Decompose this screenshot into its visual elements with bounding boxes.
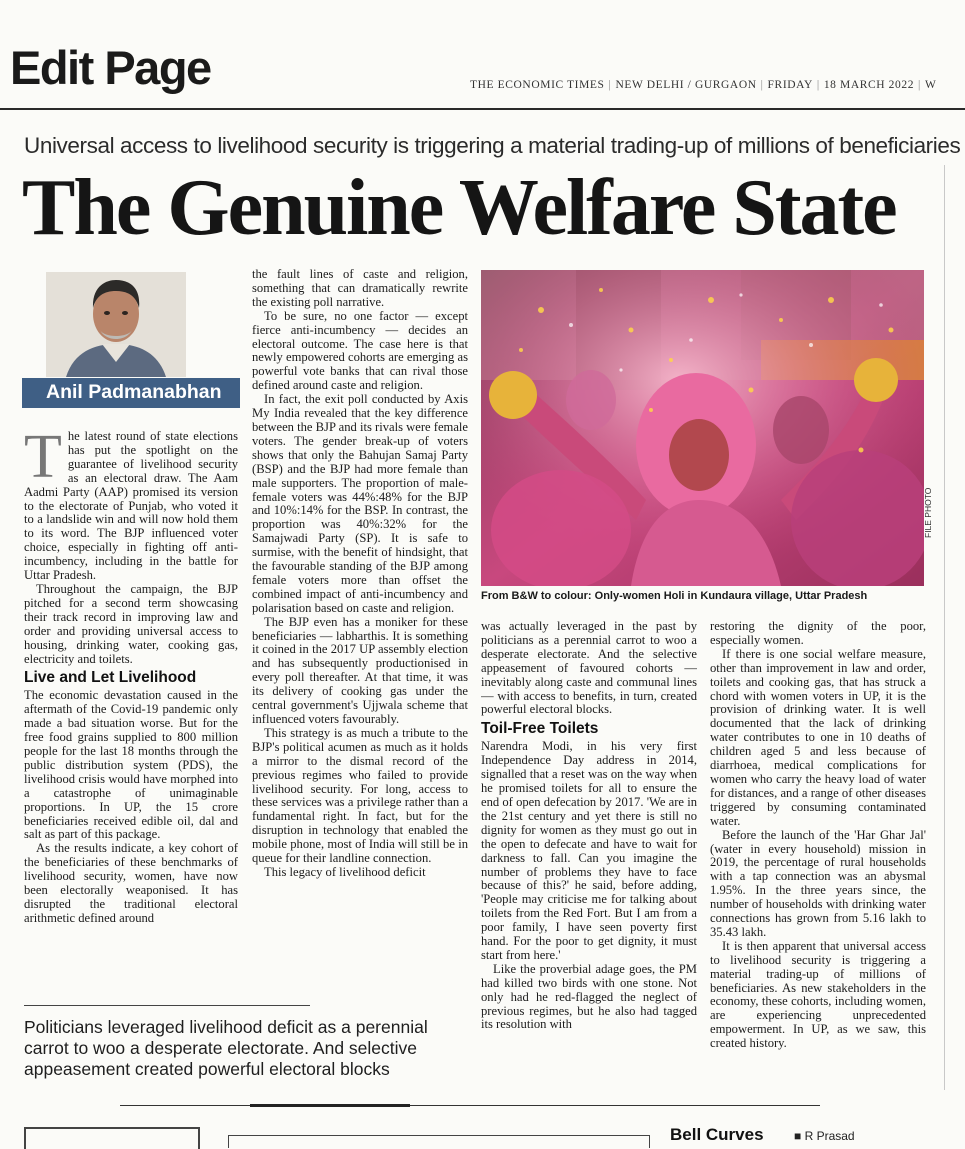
paragraph: The BJP even has a moniker for these beneficiaries — labharthis. It is something it coined in the 2017 UP assembly election and has subsequently productionised in every poll thereafter. At that time, it was its delivery of cooking gas under the central government's Ujjwala scheme that influenced voters favourably. [252,614,468,726]
next-article-byline: ■ R Prasad [794,1129,855,1143]
paragraph: This legacy of livelihood deficit [264,864,426,879]
paragraph: The economic devastation caused in the aftermath of the Covid-19 pandemic only made a bad situation worse. But for the free food grains supplied to 800 million people for the last 18 months through the public distribution system (PDS), the livelihood crisis would have morphed into a catastrophe of unimaginable proportions. In UP, the 15 crore beneficiaries received edible oil, dal and salt as part of this package. [24,688,238,842]
paragraph: If there is one social welfare measure, other than improvement in law and order, toilets and cooking gas, that has struck a chord with women voters in UP, it is the provision of drinking water. It is well documented that the lack of drinking water contributes to one in 10 deaths of children aged 5 and less because of diarrhoea, medical complications for women who carry the heavy load of water for distances, and a range of other diseases triggered by consuming contaminated water. [710,646,926,828]
article-column-2 [252,268,468,980]
photo-caption: From B&W to colour: Only-women Holi in Kundaura village, Uttar Pradesh [481,590,868,602]
next-article-heading: Bell Curves [670,1125,764,1144]
drop-cap: T [24,430,62,491]
paragraph: Narendra Modi, in his very first Independence Day address in 2014, signalled that a reset was on the way when he promised toilets for all to ensure the end of open defecation by 2017. 'We are in the 21st century and yet there is still no dignity for women as they must go out in the open to defecate and have to wait for darkness to fall. Can you imagine the number of problems they have to face because of this?' he said, before adding, 'People may criticise me for talking about toilets from the Red Fort. But I am from a poor family, I have seen poverty first hand. For the poor to get dignity, it must start from here.' [481,739,697,962]
next-article-box [228,1135,650,1148]
paragraph: It is then apparent that universal access to livelihood security is triggering a material trading-up of millions of beneficiaries. As new stakeholders in the economy, these cohorts, including women, are experiencing unprecedented empowerment. In UP, as we saw, this created history. [710,938,926,1051]
kicker: Universal access to livelihood security is triggering a material trading-up of millions of beneficiaries [24,133,961,158]
pullquote-rule [24,1005,310,1006]
headline: The Genuine Welfare State [22,164,896,252]
paragraph: the fault lines of caste and religion, something that can dramatically rewrite the existing poll narrative. [252,268,468,309]
holi-photo [481,270,924,586]
paragraph: Throughout the campaign, the BJP pitched for a second term showcasing their track record in improving law and order and providing universal access to housing, drinking water, cooking gas, electricity and toilets. [24,581,238,666]
masthead-paper: THE ECONOMIC TIMES [470,79,605,91]
masthead-city: NEW DELHI / GURGAON [615,79,757,91]
paragraph: he latest round of state elections has put the spotlight on the guarantee of livelihood security as an electoral draw. The Aam Aadmi Party (AAP) promised its version to the electorate of Punjab, who voted it to a landslide win and will now hold them to its word. The BJP influenced voter choice, especially in fighting off anti-incumbency, including in the battle for Uttar Pradesh. [24,430,238,583]
author-name: Anil Padmanabhan [46,381,222,403]
photo-credit: FILE PHOTO [923,487,933,538]
column-rule [944,165,945,1090]
subhead: Toil-Free Toilets [481,720,599,738]
paragraph: Like the proverbial adage goes, the PM had killed two birds with one stone. Not only had he red-flagged the neglect of previous regimes, but he also had tagged its resolution with [481,961,697,1032]
article-column-3 [481,620,697,1082]
article-column-1 [24,430,238,986]
subhead: Live and Let Livelihood [24,669,197,687]
masthead-tail: W [924,79,937,91]
next-article-box [24,1127,200,1149]
author-photo [46,272,186,377]
article-column-4 [710,620,926,1082]
masthead-day: FRIDAY [767,79,813,91]
article-photo [481,270,924,586]
author-portrait [46,272,186,377]
masthead-line: THE ECONOMIC TIMES | NEW DELHI / GURGAON | FRIDAY | 18 MARCH 2022 | W [470,79,937,91]
paragraph: As the results indicate, a key cohort of the beneficiaries of these benchmarks of livelihood security, women, have now been electorally weaponised. It has disrupted the traditional electoral arithmetic defined around [24,841,238,925]
bottom-rule [120,1105,820,1106]
paragraph: In fact, the exit poll conducted by Axis My India revealed that the key difference between the BJP and its rivals were female voters. The gender break-up of voters shows that only the Bahujan Samaj Party (BSP) and the BJP had more female than male supporters. The proportion of male-female voters was 44%:48% for the BJP and 10%:14% for the BSP. In contrast, the proportion was 40%:32% for the Samajwadi Party (SP). It is safe to surmise, with the benefit of hindsight, that the favourable standing of the BJP among female voters more than offset the combined impact of anti-incumbency and polarisation based on caste and religion. [252,392,468,615]
paragraph: To be sure, no one factor — except fierce anti-incumbency — decides an electoral outcome. The case here is that newly empowered cohorts are emerging as powerful vote banks that can rival those defined around caste and religion. [252,308,468,393]
masthead-date: 18 MARCH 2022 [823,79,915,91]
top-rule [0,108,965,110]
paragraph: Before the launch of the 'Har Ghar Jal' (water in every household) mission in 2019, the percentage of rural households with a tap connection was an abysmal 1.95%. In the three years since, the number of households with drinking water connections has grown from 5.16 lakh to 35.43 lakh. [710,827,926,939]
section-title: Edit Page [10,41,211,94]
paragraph: This strategy is as much a tribute to the BJP's political acumen as much as it holds a mirror to the dismal record of the previous regimes who failed to provide livelihood security. For long, access to these services was a privilege rather than a fundamental right. In fact, but for the disruption in technology that enabled the mobile phone, most of India will still be in queue for their landline connection. [252,725,468,866]
paragraph: was actually leveraged in the past by politicians as a perennial carrot to woo a desperate electorate. And the selective appeasement of favoured cohorts — inevitably along caste and communal lines — with access to benefits, in turn, created powerful electoral blocks. [481,620,697,717]
bottom-rule-accent [250,1104,410,1107]
paragraph: restoring the dignity of the poor, especially women. [710,620,926,647]
pullquote: Politicians leveraged livelihood deficit as a perennial carrot to woo a desperate electorate. And selective appeasement created powerful electoral blocks [24,1017,428,1079]
